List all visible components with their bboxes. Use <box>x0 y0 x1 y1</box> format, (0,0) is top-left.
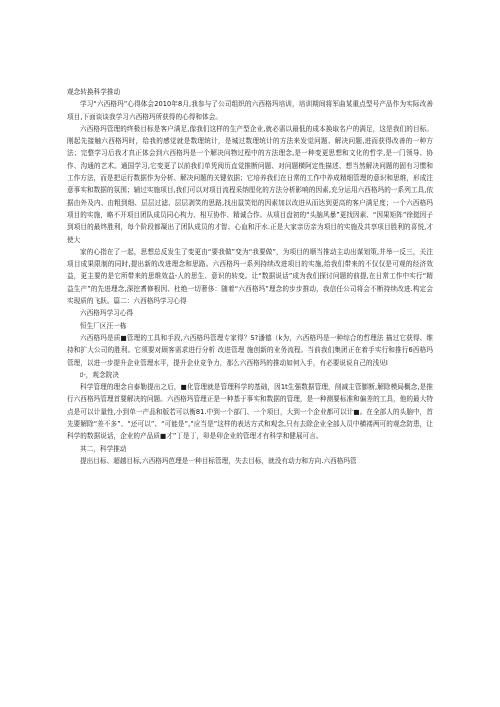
body-paragraph: 家的心指在了一起，思想总反发生了变更由“要我做”变为“我要做”，为项目的顺当推动主动出谋划策,并举一反三，关注项目成果限制的同时,提出新的改进理念和思路。六西格玛一系列持续改进项目的实施,给我们带来的不仅仅是可观的经济效益，更主要的是它所带来的思维效益-人的思生、意识的转变。让“数据说话”成为我们探讨问题的前提,在日常工作中实行“精益生产”的先进理念,深挖耆修根因、杜绝一切奢侈：随着“六西格玛”理念的步步推动，我信任公司将会不断持续改进.构定会实现质的飞跃。篇二：六西格玛学习心得 <box>67 247 433 306</box>
body-paragraph: 六西格玛是质■管理的工具和手段,六西格玛管理专家得？S?潘德（k为，六西格玛是一种综合的哲理法 描过它获得、维持和扩大公司的胜利。它须要对顾客需求进行分析 改进管理 施创新的业务流程。当前我们集团正在着手实行和推行6西格玛管理，以进一步提升企业管理水平，提升企业竞争力，那么六西格玛的推动如何入手，有必要说说自己的浅见I <box>67 333 433 367</box>
author-line: 恒生厂区汪一栋 <box>80 321 127 330</box>
body-paragraph: 六西格玛管理的终极目标是客户满足,像我们这样的生产型企业,就必需以最低的成本换取名户的满足，这是我们的目标。刚起先接触六西格玛时，给我的感觉就是数理统计，是城过数理统计的方法来发觉问题、解决问题,进而获得改善的一种方法；完整学习后我才真正体会到六西格玛是一个解决问物过程中的方法理念,是一种变更思想和文化的哲学,是一门领导、协作、沟通的艺术。通国学习,它变更了以前我们单凭阅历直觉推断问题、对问题横阿定性描述、想当然解决问题的固有习惯和工作方法，而是把运行数据作为分析、解决问题的关键依据；它培养我们在日常的工作中养成精细管理的意识和思维，形成注意事实和数据的氛围；辅过实施项目,我们可以对项目流程采纳厘化的方法分析影响的因素,充分运用六西格玛的一系列工具,依据由外及内、由粗到细、层层过滤、层层剥笑的思路,找出鼠笑铝的因素加以改进从而达到更高的客户满足度；一个六西格玛项目的实施，略不开项目团队成员同心构力、相互协作、精诚合作。从项目盘初的“头脑风暴”更找因素、“因果矩阵”徐挺因子到项目的最终胜利，每个阶段都凝出了团队成员的才智、心血和汗水.正是大家亲历亲为项目的实施及共享项目胜利的喜悦,才使大 <box>67 124 433 244</box>
document-body <box>67 86 433 467</box>
body-paragraph: 学习“六西格玛”心得体会2010年8月,我参与了公司组织的六西格玛培训，培训期间将军曲某重点型号产品作为实际改善项目,下面谈谈我学习六西格玛所获得的心得和体会。 <box>67 100 433 121</box>
subsection-heading: ﾛ-，观念院决 <box>80 370 119 379</box>
subsection-heading: 其二，科学推动 <box>80 444 127 453</box>
article-title: 六西格玛学习心得 <box>80 309 134 318</box>
body-paragraph: 提出目标、超越目标,六西格玛芭理是一种目标管理，失去目标，就没有动力和方向.六西格玛管 <box>80 456 357 465</box>
body-paragraph: 科学管理的理念自泰勒提出之后，■化管理就是管理科学的基础，因1t生强数据管理，削减主管膨断,解除模局概念,是推行六西格玛管理首要解决的问题。六西格玛管理正是一种基于事实和数据的管理，是一种测要标准和偏差的工具，他的最大特点是可以计量性,小到单一产品和版若可以衡81.中到一个部门、一个项目，大到一个企业都可以计■。在全部人的头脑中，首先要解除“差不多”、“还可以”、“可能是”,“应当是”这样的表达方式和观念,只有去除企业全部人员中横褛两可的观念防患，让科学的数据说话，企业的产品质■才”丁是丁，卯是卯企业的管理才有科学和健展可言。 <box>67 383 433 441</box>
section-heading: 观念转换科学推动 <box>67 88 121 96</box>
